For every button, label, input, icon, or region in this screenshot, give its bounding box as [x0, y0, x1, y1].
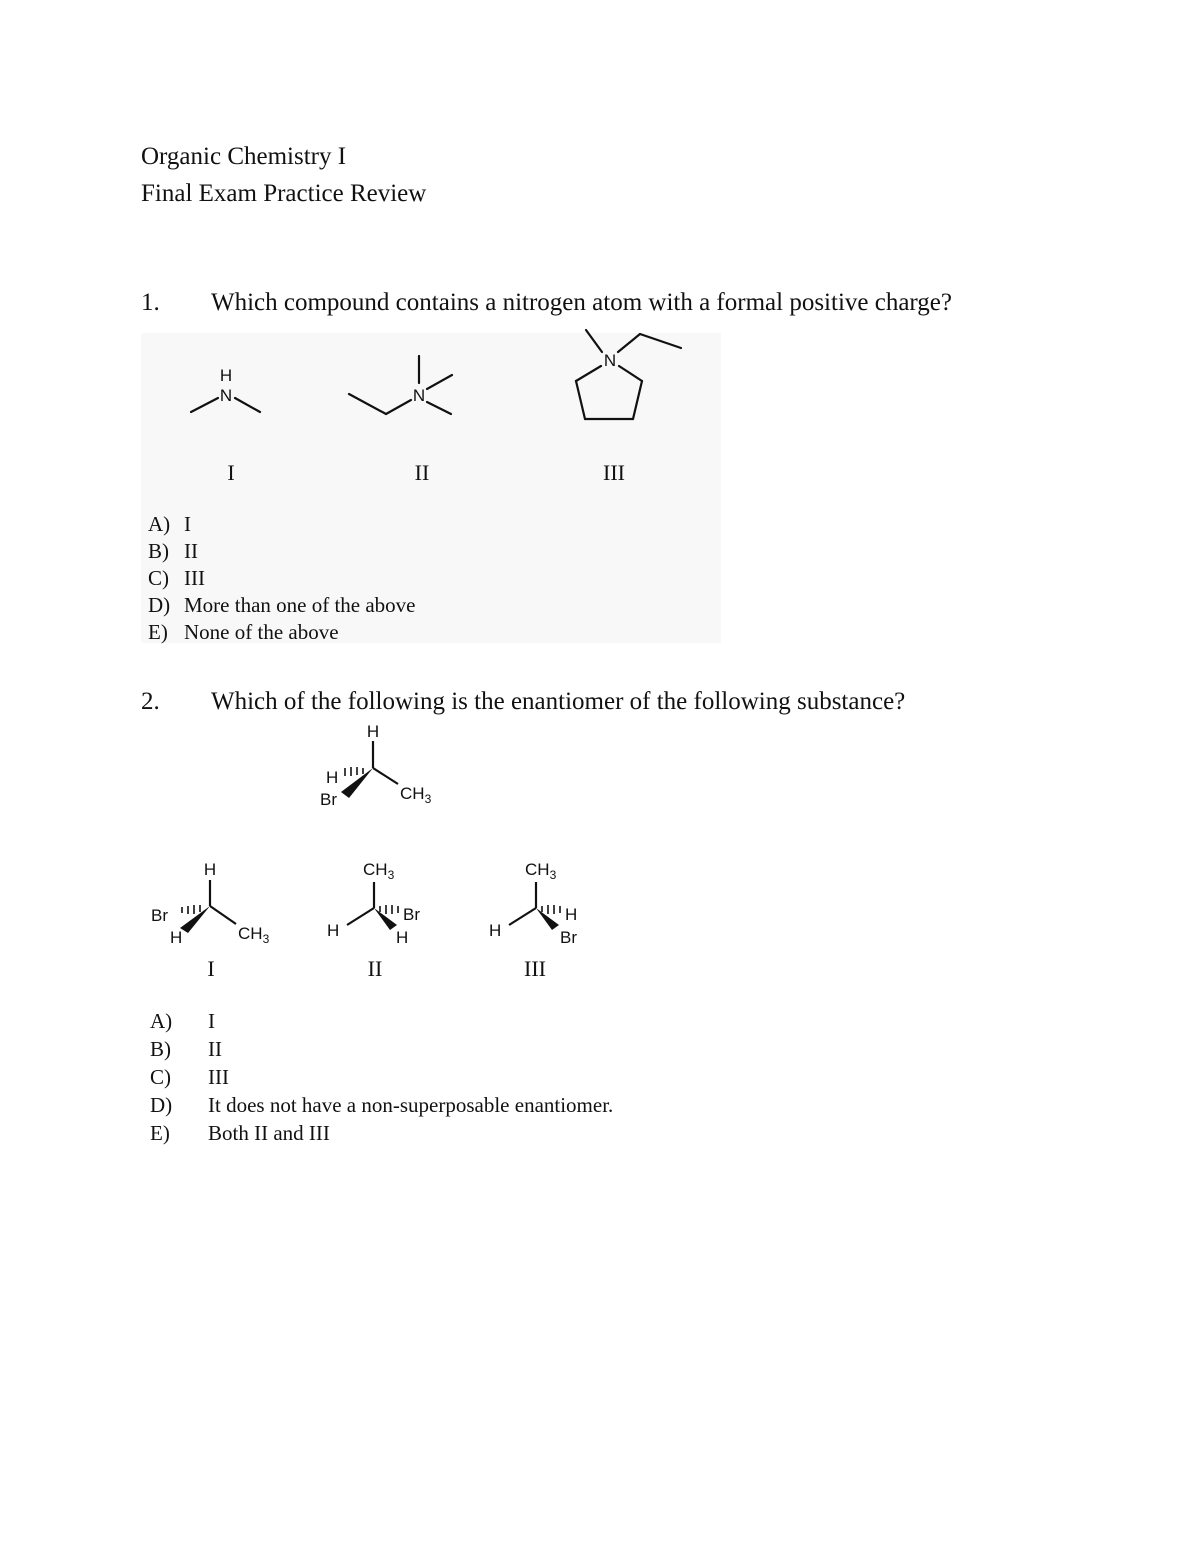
- q1-s3-bond-ethyl-a: [618, 334, 640, 352]
- course-title: Organic Chemistry I: [141, 143, 347, 170]
- q1-s3-ring-e: [619, 366, 642, 381]
- svg-text:H: H: [396, 928, 409, 947]
- q2-option-1-molecule: [151, 860, 270, 947]
- q1-s1-h-atom: H: [219, 366, 233, 385]
- q1-s2-bond-ethyl-b: [386, 400, 411, 414]
- q1-s1-bond-left: [191, 398, 218, 412]
- question-2-choices: [150, 1009, 613, 1149]
- q2-structure-label-1: I: [207, 956, 215, 981]
- q1-s3-bond-methyl: [586, 330, 602, 352]
- svg-text:Br: Br: [320, 790, 337, 809]
- svg-text:CH3: $CH_3$: [400, 784, 432, 806]
- svg-text:CH3: $CH_3$: [525, 860, 557, 882]
- svg-text:H: H: [203, 860, 217, 879]
- q2-reference-molecule: [320, 722, 432, 809]
- q1-choice-d[interactable]: D) More than one of the above: [148, 593, 416, 617]
- q2-structure-label-2: II: [367, 956, 383, 981]
- svg-text:Br: Br: [560, 928, 577, 947]
- svg-text:CH3: $CH_3$: [363, 860, 395, 882]
- q1-s3-ring-b: [576, 381, 585, 419]
- q2-structure-label-3: III: [524, 956, 546, 981]
- q2-choice-c[interactable]: C) III: [150, 1065, 229, 1089]
- q1-choice-c[interactable]: C) III: [148, 566, 205, 590]
- question-2-structures: [0, 700, 1200, 1000]
- svg-text:CH3: $CH_3$: [238, 924, 270, 946]
- q1-choice-a[interactable]: A) I: [148, 512, 191, 536]
- question-1-number: 1.: [141, 289, 160, 316]
- svg-text:H: H: [489, 921, 502, 940]
- q1-s3-ring-a: [576, 366, 601, 381]
- q2-choice-e[interactable]: E) Both II and III: [150, 1121, 330, 1145]
- q2-choice-d[interactable]: D) It does not have a non-superposable enantiomer.: [150, 1093, 614, 1117]
- q1-s2-n-atom: N: [412, 386, 426, 405]
- q2-option-2-molecule: [327, 860, 420, 947]
- svg-text:H: H: [170, 928, 183, 947]
- q1-s2-bond-ethyl-a: [349, 394, 386, 414]
- q1-s3-ring-d: [633, 381, 642, 419]
- svg-text:H: H: [565, 905, 578, 924]
- svg-text:Br: Br: [403, 905, 420, 924]
- q2-choice-b[interactable]: B) II: [150, 1037, 222, 1061]
- question-2-number: 2.: [141, 688, 160, 715]
- svg-text:H: H: [326, 768, 339, 787]
- svg-text:Br: Br: [151, 906, 168, 925]
- svg-text:H: H: [327, 921, 340, 940]
- q1-s2-bond-lower-right: [427, 402, 451, 414]
- q1-s1-bond-right: [235, 398, 260, 412]
- svg-text:H: H: [366, 722, 380, 741]
- q2-ref-hash-wedge: [345, 767, 363, 776]
- question-1-text: Which compound contains a nitrogen atom with a formal positive charge?: [211, 289, 952, 316]
- q1-s3-bond-ethyl-b: [640, 334, 681, 348]
- question-2-text: Which of the following is the enantiomer of the following substance?: [211, 688, 906, 715]
- document-subtitle: Final Exam Practice Review: [141, 180, 427, 207]
- q1-s2-bond-upper-right: [427, 375, 452, 389]
- q1-choice-b[interactable]: B) II: [148, 539, 198, 563]
- q2-choice-a[interactable]: A) I: [150, 1009, 215, 1033]
- q1-structure-label-1: I: [227, 460, 235, 485]
- q1-structure-label-2: II: [414, 460, 430, 485]
- q1-structure-label-3: III: [603, 460, 625, 485]
- q1-choice-e[interactable]: E) None of the above: [148, 620, 339, 644]
- q1-s3-n-atom: N: [603, 351, 617, 370]
- q1-s1-n-atom: N: [219, 386, 233, 405]
- question-1-choices: [148, 512, 416, 647]
- q2-option-3-molecule: [489, 860, 577, 947]
